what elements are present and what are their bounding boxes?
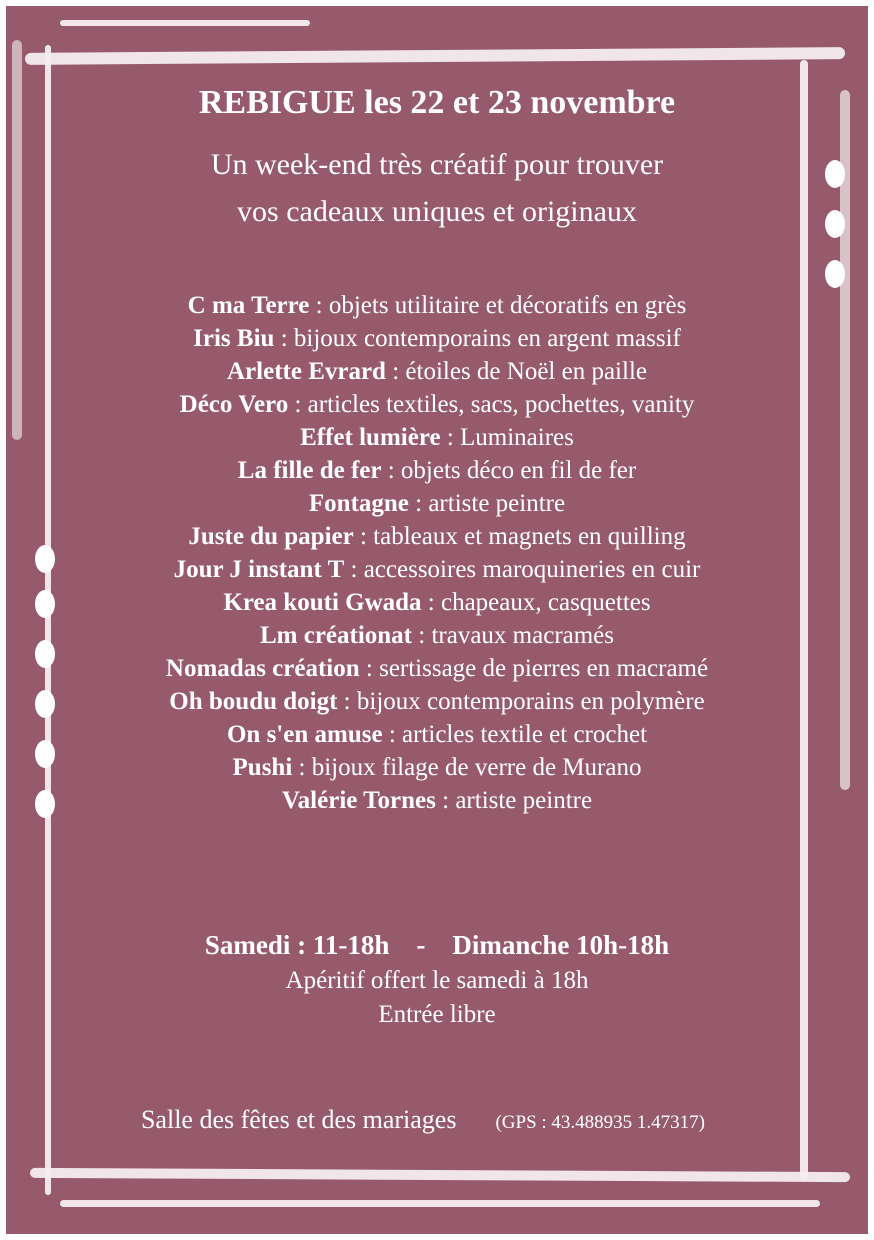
exhibitor-name: C ma Terre: [187, 292, 310, 319]
exhibitor-description: : bijoux filage de verre de Murano: [292, 754, 642, 781]
exhibitor-name: Jour J instant T: [173, 556, 345, 583]
venue-name: Salle des fêtes et des mariages: [140, 1105, 457, 1134]
gps-coordinates: (GPS : 43.488935 1.47317): [495, 1112, 706, 1133]
exhibitor-item: [0, 721, 874, 749]
exhibitor-item: [0, 523, 874, 551]
exhibitor-item: [0, 622, 874, 650]
exhibitor-name: Effet lumière: [300, 424, 441, 451]
exhibitor-description: : étoiles de Noël en paille: [385, 358, 647, 385]
exhibitor-description: : objets utilitaire et décoratifs en grès: [309, 292, 687, 319]
exhibitor-description: : artiste peintre: [435, 787, 593, 814]
exhibitor-name: Pushi: [232, 754, 293, 781]
exhibitor-name: Juste du papier: [188, 523, 354, 550]
exhibitor-item: [0, 391, 874, 419]
hours-separator: -: [416, 930, 426, 960]
exhibitor-description: : bijoux contemporains en argent massif: [274, 325, 681, 352]
exhibitor-name: Oh boudu doigt: [169, 688, 338, 715]
event-title: REBIGUE les 22 et 23 novembre: [198, 84, 676, 121]
subtitle-line-1: Un week-end très créatif pour trouver: [210, 148, 664, 181]
exhibitor-name: La fille de fer: [237, 457, 382, 484]
exhibitor-item: [0, 325, 874, 353]
exhibitor-name: Krea kouti Gwada: [223, 589, 422, 616]
exhibitor-description: : chapeaux, casquettes: [421, 589, 651, 616]
exhibitor-description: : travaux macramés: [412, 622, 615, 649]
sunday-hours: Dimanche 10h-18h: [452, 930, 670, 960]
exhibitor-item: [0, 490, 874, 518]
exhibitor-description: : bijoux contemporains en polymère: [337, 688, 705, 715]
entry-note: Entrée libre: [378, 1001, 496, 1028]
exhibitor-description: : artiste peintre: [408, 490, 566, 517]
exhibitor-item: [0, 358, 874, 386]
exhibitor-item: [0, 457, 874, 485]
saturday-hours: Samedi : 11-18h: [204, 930, 390, 960]
aperitif-note: Apéritif offert le samedi à 18h: [285, 967, 589, 994]
exhibitor-description: : articles textile et crochet: [382, 721, 648, 748]
exhibitor-item: [0, 292, 874, 320]
exhibitor-item: [0, 556, 874, 584]
exhibitor-name: Fontagne: [308, 490, 409, 517]
opening-hours: [0, 930, 874, 961]
exhibitor-description: : tableaux et magnets en quilling: [353, 523, 686, 550]
venue-line: [0, 1105, 860, 1135]
exhibitor-name: Déco Vero: [179, 391, 289, 418]
exhibitor-name: Valérie Tornes: [281, 787, 436, 814]
subtitle-line-2: vos cadeaux uniques et originaux: [237, 195, 637, 228]
exhibitor-item: [0, 688, 874, 716]
exhibitor-description: : accessoires maroquineries en cuir: [344, 556, 701, 583]
exhibitor-name: Iris Biu: [193, 325, 275, 352]
exhibitor-description: : articles textiles, sacs, pochettes, vanity: [288, 391, 695, 418]
exhibitor-name: Arlette Evrard: [227, 358, 386, 385]
exhibitor-description: : Luminaires: [440, 424, 574, 451]
exhibitor-item: [0, 754, 874, 782]
exhibitor-description: : objets déco en fil de fer: [381, 457, 637, 484]
exhibitor-item: [0, 787, 874, 815]
exhibitor-name: On s'en amuse: [226, 721, 383, 748]
exhibitor-name: Lm créationat: [259, 622, 413, 649]
exhibitor-item: [0, 424, 874, 452]
exhibitor-description: : sertissage de pierres en macramé: [359, 655, 709, 682]
exhibitor-item: [0, 655, 874, 683]
exhibitor-name: Nomadas création: [165, 655, 360, 682]
exhibitor-item: [0, 589, 874, 617]
